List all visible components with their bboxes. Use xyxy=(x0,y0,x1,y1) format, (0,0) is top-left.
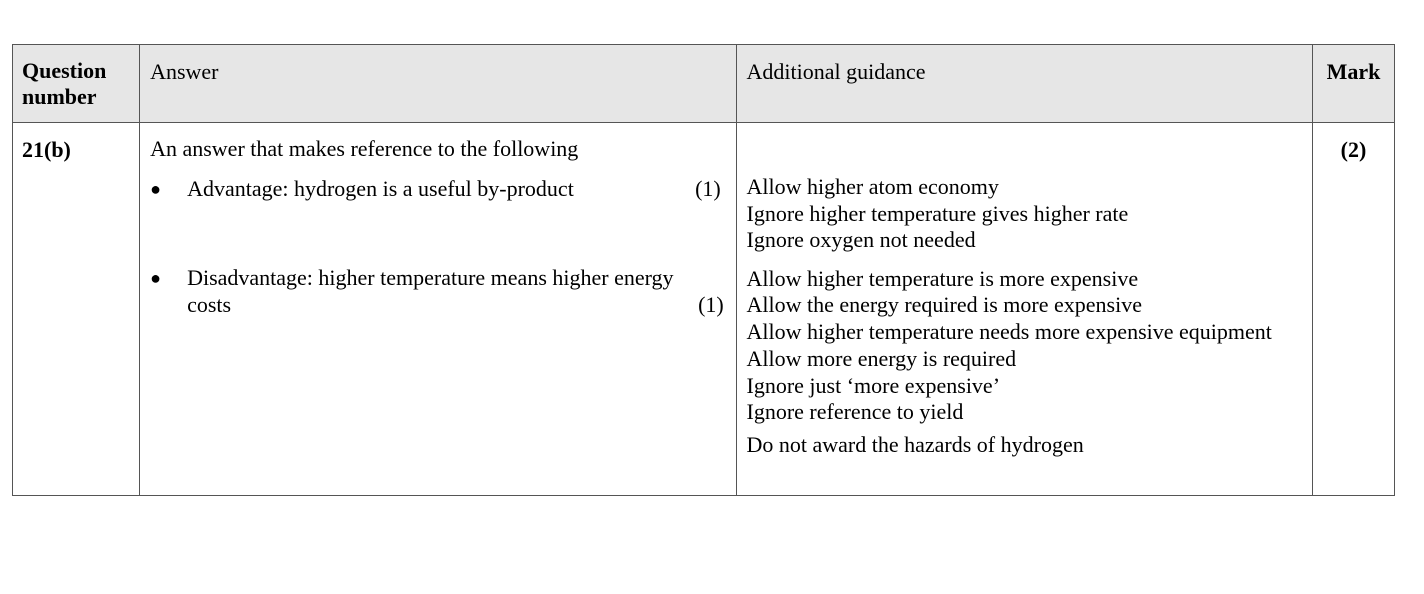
answer-bullet-2-line1: Disadvantage: higher temperature means higher energy xyxy=(187,265,674,290)
answer-cell xyxy=(140,123,736,496)
guidance-line: Allow higher atom economy xyxy=(746,174,999,199)
guidance-line: Ignore oxygen not needed xyxy=(746,227,976,252)
guidance-line: Ignore higher temperature gives higher rate xyxy=(746,201,1129,226)
header-answer-cell xyxy=(140,45,736,123)
question-number: 21(b) xyxy=(22,137,71,162)
header-mark: Mark xyxy=(1326,59,1381,84)
guidance-line: Allow the energy required is more expensive xyxy=(746,292,1142,317)
guidance-line: Ignore just ‘more expensive’ xyxy=(746,373,1001,398)
header-question-number-cell xyxy=(13,45,140,123)
answer-row xyxy=(13,123,1395,496)
guidance-line: Do not award the hazards of hydrogen xyxy=(746,432,1084,457)
bullet-icon: ● xyxy=(150,268,161,288)
guidance-line: Allow higher temperature needs more expensive equipment xyxy=(746,319,1272,344)
answer-bullet-1-mark: (1) xyxy=(695,176,721,201)
answer-intro: An answer that makes reference to the following xyxy=(150,136,579,161)
answer-bullet-2-mark: (1) xyxy=(698,292,724,317)
guidance-line: Allow more energy is required xyxy=(746,346,1017,371)
header-answer: Answer xyxy=(150,59,219,84)
answer-bullet-1: Advantage: hydrogen is a useful by-product xyxy=(187,176,574,201)
question-number-cell xyxy=(13,123,140,496)
guidance-cell xyxy=(736,123,1312,496)
mark-scheme-table xyxy=(12,44,1395,496)
header-question-number: Question number xyxy=(22,58,107,109)
guidance-line: Ignore reference to yield xyxy=(746,399,964,424)
header-row xyxy=(13,45,1395,123)
header-mark-cell xyxy=(1312,45,1394,123)
total-mark: (2) xyxy=(1340,137,1367,162)
answer-bullet-2-line2: costs xyxy=(187,292,232,317)
header-guidance-cell xyxy=(736,45,1312,123)
guidance-line: Allow higher temperature is more expensive xyxy=(746,266,1139,291)
header-additional-guidance: Additional guidance xyxy=(746,59,926,84)
bullet-icon: ● xyxy=(150,179,161,199)
mark-cell xyxy=(1312,123,1394,496)
